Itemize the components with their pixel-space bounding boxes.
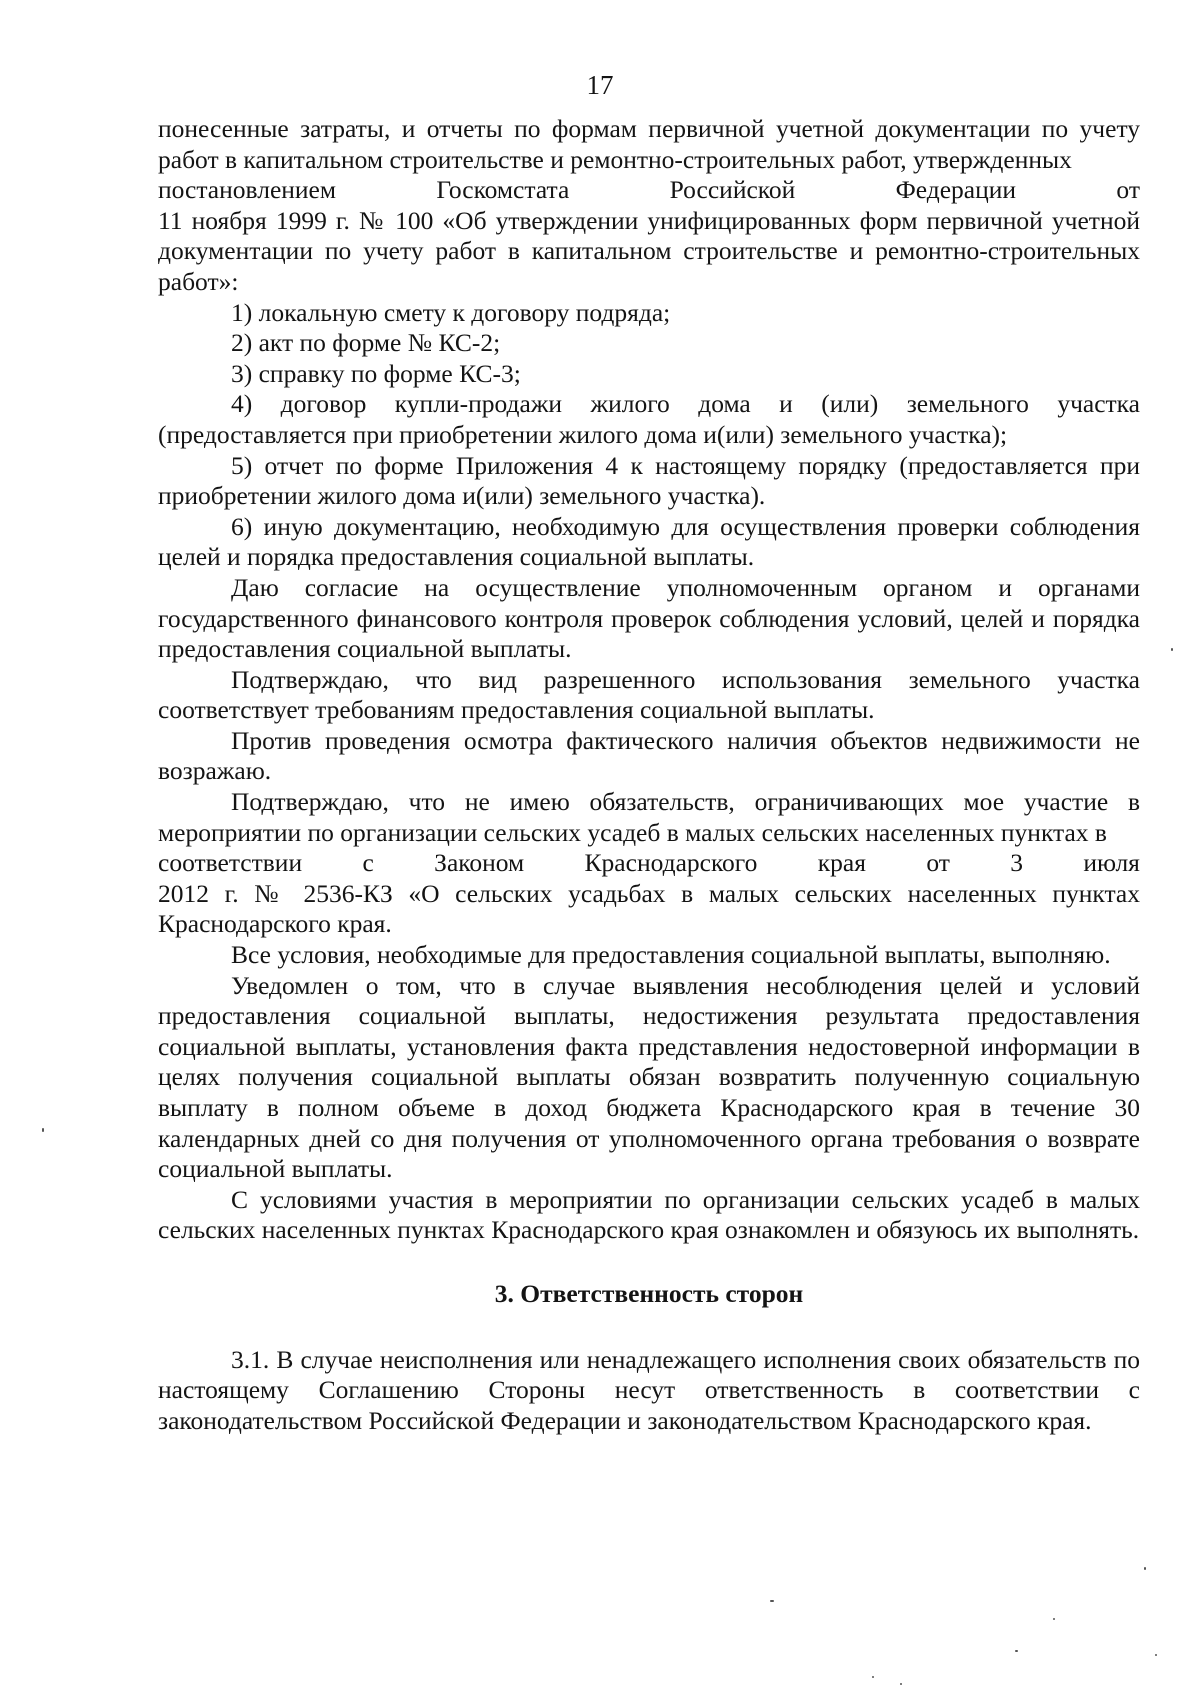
notified-paragraph: Уведомлен о том, что в случае выявления несоблюдения целей и условий предоставления социальной выплаты, недостижения результата предоставления социальной выплаты, установления факта представления недостоверной информации в целях получения социальной выплаты обязан возвратить полученную социальную выплату в полном объеме в доход бюджета Краснодарского края в течение 30 календарных дней со дня получения от уполномоченного органа требования о возврате социальной выплаты. — [158, 970, 1140, 1184]
intro-word: постановлением — [158, 175, 337, 205]
obligations-spread-line — [158, 848, 1140, 879]
obligations-word: края — [817, 848, 866, 878]
list-item: 5) отчет по форме Приложения 4 к настоящему порядку (предоставляется при приобретении жилого дома и(или) земельного участка). — [158, 450, 1140, 511]
intro-paragraph-start: понесенные затраты, и отчеты по формам первичной учетной документации по учету работ в капитальном строительстве и ремонтно-строительных работ, утвержденных — [158, 114, 1140, 174]
intro-spread-line — [158, 175, 1140, 206]
section-heading: 3. Ответственность сторон — [494, 1278, 804, 1308]
list-item: 6) иную документацию, необходимую для осуществления проверки соблюдения целей и порядка предоставления социальной выплаты. — [158, 511, 1140, 572]
scan-speck — [1144, 1567, 1146, 1570]
obligations-word: июля — [1083, 848, 1140, 878]
intro-paragraph-end: 11 ноября 1999 г. № 100 «Об утверждении унифицированных форм первичной учетной документации по учету работ в капитальном строительстве и ремонтно-строительных работ»: — [158, 205, 1140, 296]
land-use-paragraph: Подтверждаю, что вид разрешенного использования земельного участка соответствует требованиям предоставления социальной выплаты. — [158, 664, 1140, 725]
inspection-paragraph: Против проведения осмотра фактического наличия объектов недвижимости не возражаю. — [158, 725, 1140, 786]
obligations-word: 3 — [1010, 848, 1024, 878]
list-item: 3) справку по форме КС-3; — [231, 358, 521, 388]
obligations-paragraph-start: Подтверждаю, что не имею обязательств, ограничивающих мое участие в мероприятии по организации сельских усадеб в малых сельских населенных пунктах в — [158, 787, 1140, 847]
list-item: 1) локальную смету к договору подряда; — [231, 297, 671, 327]
intro-word: Госкомстата — [436, 175, 570, 205]
obligations-word: с — [362, 848, 374, 878]
obligations-word: соответствии — [158, 848, 303, 878]
scan-speck — [1171, 648, 1173, 651]
obligations-word: от — [926, 848, 950, 878]
list-item: 2) акт по форме № КС-2; — [231, 328, 501, 358]
consent-paragraph: Даю согласие на осуществление уполномоченным органом и органами государственного финансового контроля проверок соблюдения условий, целей и порядка предоставления социальной выплаты. — [158, 572, 1140, 664]
intro-word: Федерации — [895, 175, 1017, 205]
scan-speck — [770, 1600, 774, 1602]
intro-word: Российской — [669, 175, 796, 205]
list-item: 4) договор купли-продажи жилого дома и (или) земельного участка (предоставляется при приобретении жилого дома и(или) земельного участка); — [158, 389, 1140, 449]
conditions-met-paragraph: Все условия, необходимые для предоставления социальной выплаты, выполняю. — [231, 940, 1111, 970]
clause-3-1: 3.1. В случае неисполнения или ненадлежащего исполнения своих обязательств по настоящему Соглашению Стороны несут ответственность в соответствии с законодательством Российской Федерации и законодательством Краснодарского края. — [158, 1344, 1140, 1435]
obligations-word: Законом — [434, 848, 525, 878]
obligations-word: Краснодарского — [584, 848, 758, 878]
obligations-paragraph-end: 2012 г. № 2536-КЗ «О сельских усадьбах в малых сельских населенных пунктах Краснодарского края. — [158, 878, 1140, 939]
scan-speck — [872, 1676, 874, 1678]
scan-speck — [42, 1128, 44, 1132]
document-body — [158, 114, 1140, 1436]
acquainted-paragraph: С условиями участия в мероприятии по организации сельских усадеб в малых сельских населенных пунктах Краснодарского края ознакомлен и обязуюсь их выполнять. — [158, 1184, 1140, 1245]
scan-speck — [1015, 1650, 1018, 1652]
scan-speck — [1155, 1654, 1157, 1656]
intro-word: от — [1116, 175, 1140, 205]
page-number: 17 — [586, 70, 614, 100]
scan-speck — [1053, 1618, 1055, 1620]
scan-speck — [900, 1683, 902, 1685]
